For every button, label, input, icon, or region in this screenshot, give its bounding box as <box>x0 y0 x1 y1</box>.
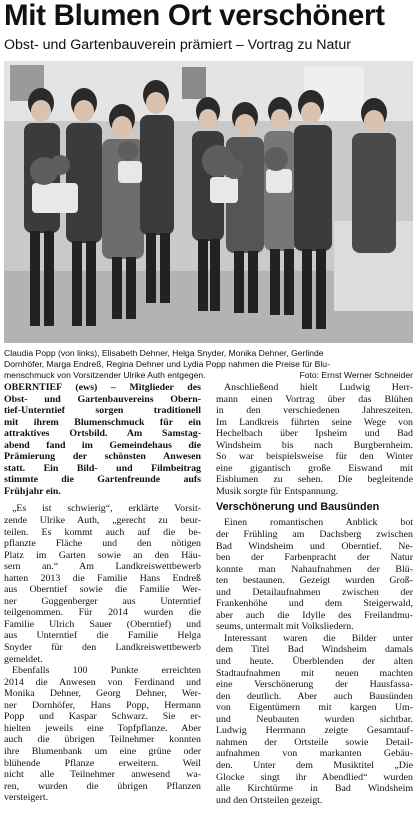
paragraph-line: den. Unter dem Musiktitel „Die <box>216 759 413 771</box>
paragraph-line: Eisblumen zu sehen. Die begleitende <box>216 474 413 486</box>
lead-line: tief-Unterntief sorgen traditionell <box>4 405 201 417</box>
paragraph-line: und Neubauten wurden sichtbar. <box>216 713 413 725</box>
caption-line: Claudia Popp (von links), Elisabeth Dehner, Helga Snyder, Monika Dehner, Gerlinde <box>4 348 324 358</box>
photo-credit: Foto: Ernst Werner Schneider <box>299 370 413 380</box>
paragraph-line: Windsheim bis nach Burgbernheim. <box>216 439 413 451</box>
paragraph-line: konnte man Nahaufnahmen der Blü- <box>216 563 413 575</box>
paragraph-line: blühende Pflanze erweitern. Weil <box>4 757 201 769</box>
paragraph-line: von Eigentümern mit kargen Um- <box>216 702 413 714</box>
paragraph-line: eine gigantisch große Eiswand mit <box>216 462 413 474</box>
paragraph-line: Frankenhöhe und dem Steigerwald, <box>216 598 413 610</box>
paragraph-line: „Es ist schwierig“, erklärte Vorsit- <box>12 503 201 515</box>
paragraph-line: den deutlich. Aber auch Bausünden <box>216 690 413 702</box>
caption-line: menschmuck von Vorsitzender Ulrike Auth entgegen. <box>4 370 206 380</box>
lead-line: stimmte die Gartenfreunde aufs <box>4 474 201 486</box>
article-column-right <box>216 382 413 806</box>
paragraph-line: aufnahmen von markanten Gebäu- <box>216 748 413 760</box>
paragraph-line: aber auch die Idylle des Freilandmu- <box>216 609 413 621</box>
paragraph-line: der Frühling am Dachsberg zwischen <box>216 529 413 541</box>
paragraph-line: pflanzte Fläche und den nötigen <box>4 538 201 550</box>
paragraph-line: aus Oberntief sowie die Familie Wer- <box>4 584 201 596</box>
paragraph-line: und Detailaufnahmen zwischen der <box>216 586 413 598</box>
paragraph-line: nicht alle Teilnehmer anwesend wa- <box>4 769 201 781</box>
paragraph-line: zende Ulrike Auth, „gerecht zu beur- <box>4 515 201 527</box>
paragraph-line: 2014 die Anwesen von Ferdinand und <box>4 676 201 688</box>
lead-line: Obst- und Gartenbauvereins Obern- <box>4 393 201 405</box>
paragraph-line: Musik sorgte für Entspannung. <box>216 485 339 497</box>
paragraph-line: ihre Blumenbank um eine grüne oder <box>4 745 201 757</box>
paragraph-line: Popp und Kaspar Schwarz. Sie er- <box>4 711 201 723</box>
paragraph-line: So war beispielsweise für den Winter <box>216 451 413 463</box>
lead-line: statt. Ein Bild- und Filmbeitrag <box>4 462 201 474</box>
paragraph-line: Anschließend hielt Ludwig Herr- <box>224 382 413 393</box>
lead-line: Prämierung der schönsten Anwesen <box>4 451 201 463</box>
paragraph-line: ner Dornhöfer, Hans Popp, Hermann <box>4 699 201 711</box>
lead-line: attraktives Ortsbild. Am Samstag- <box>4 428 201 440</box>
paragraph-line: Familie Ulrich Sauer (Oberntief) und <box>4 618 201 630</box>
paragraph-line: Interessant waren die Bilder unter <box>224 632 413 644</box>
paragraph-line: mann einen Vortrag über das Blühen <box>216 393 413 405</box>
paragraph-line: Platz im Garten sowie an den Häu- <box>4 549 201 561</box>
group-photo <box>4 61 413 343</box>
headline: Mit Blumen Ort verschönert <box>4 0 385 32</box>
paragraph-line: alle Kirchtürme in Bad Windsheim <box>216 783 413 795</box>
paragraph-line: eine Verschönerung der Hausfassa- <box>216 679 413 691</box>
paragraph-line: gemeldet. <box>4 653 43 665</box>
paragraph-line: Stadtaufnahmen mit neuen machten <box>216 667 413 679</box>
photo-caption <box>4 348 413 381</box>
lead-line: abend fand im Gemeindehaus die <box>4 439 201 451</box>
paragraph-line: dem Titel Bad Windsheim damals <box>216 644 413 656</box>
paragraph-line: Hechelbach über Ipsheim und Bad <box>216 428 413 440</box>
paragraph-line: in den verschiedenen Jahreszeiten. <box>216 405 413 417</box>
paragraph-line: sern an.“ Am Landkreiswettbewerb <box>4 561 201 573</box>
paragraph-line: auch die übrigen Teilnehmer konnten <box>4 734 201 746</box>
paragraph-line: Ludwig Herrmann zeigte Gesamtauf- <box>216 725 413 737</box>
paragraph-line: Bad Windsheim und Oberntief. Ne- <box>216 540 413 552</box>
paragraph-line: hielten jeweils eine Topfpflanze. Aber <box>4 722 201 734</box>
paragraph-line: ren, wurden die übrigen Pflanzen <box>4 780 201 792</box>
paragraph-line: ben der Farbenpracht der Natur <box>216 552 413 564</box>
paragraph-line: hatten 2013 die Familie Hans Endreß <box>4 572 201 584</box>
paragraph-line: teilen. Es kommt auch auf die be- <box>4 526 201 538</box>
paragraph-line: und den Ortsteilen gezeigt. <box>216 794 323 806</box>
paragraph-line: Monika Dehner, Georg Dehner, Wer- <box>4 688 201 700</box>
group-photo-illustration <box>4 61 413 343</box>
paragraph-line: ten bestaunen. Gezeigt wurden Groß- <box>216 575 413 587</box>
paragraph-line: seums, untermalt mit Volksliedern. <box>216 621 354 633</box>
paragraph-line: und heute. Überblenden der alten <box>216 656 413 668</box>
lead-line: Frühjahr ein. <box>4 485 61 497</box>
lead-line: mit ihrem Blumenschmuck für ein <box>4 416 201 428</box>
section-heading: Verschönerung und Bausünden <box>216 501 380 514</box>
paragraph-line: Snyder für den Landkreiswettbewerb <box>4 642 201 654</box>
paragraph-line: versteigert. <box>4 792 49 804</box>
caption-line-with-credit <box>4 370 413 381</box>
paragraph-line: ner Guggenberger aus Unterntief <box>4 595 201 607</box>
lead-line: OBERNTIEF (ews) – Mitglieder des <box>4 382 201 393</box>
paragraph-line: Im Landkreis führten seine Wege von <box>216 416 413 428</box>
subheadline: Obst- und Gartenbauverein prämiert – Vortrag zu Natur <box>4 37 351 53</box>
paragraph-line: teilgenommen. Für 2014 wurden die <box>4 607 201 619</box>
article-column-left <box>4 382 201 804</box>
paragraph-line: Glocke singt ihr Abendlied“ wurden <box>216 771 413 783</box>
paragraph-line: Einen romantischen Anblick bot <box>224 517 413 529</box>
caption-line: Dornhöfer, Marga Endreß, Regina Dehner und Lydia Popp nahmen die Preise für Blu- <box>4 359 330 369</box>
paragraph-line: Ebenfalls 100 Punkte erreichten <box>12 665 201 677</box>
paragraph-line: nahmen der Ortsteile sowie Detail- <box>216 736 413 748</box>
paragraph-line: aus Unterntief die Familie Helga <box>4 630 201 642</box>
